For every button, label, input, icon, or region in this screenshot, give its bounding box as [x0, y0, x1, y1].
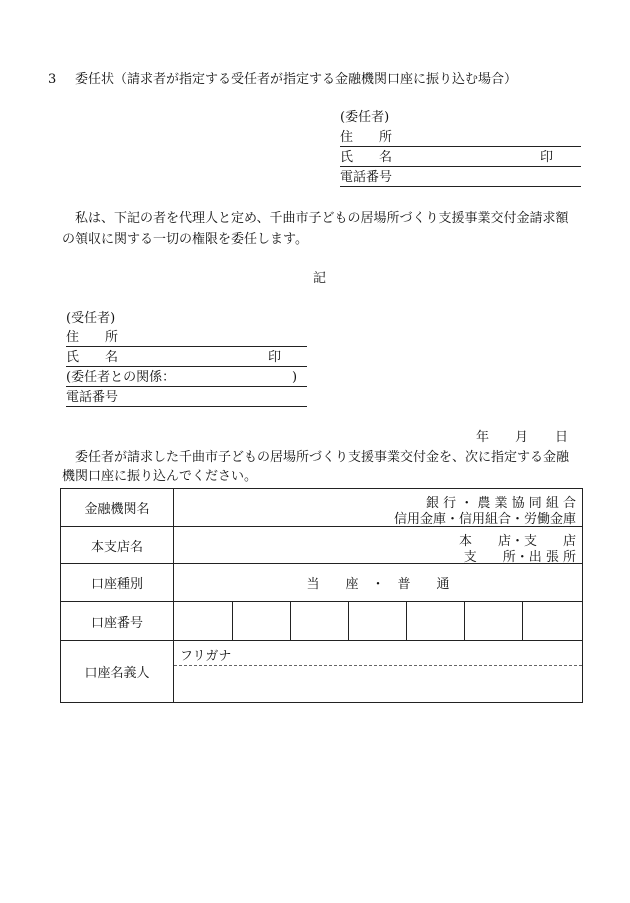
delegate-relation-line[interactable] — [66, 386, 307, 387]
holder-label: 口座名義人 — [61, 641, 174, 702]
account-digit-box[interactable] — [290, 602, 349, 640]
delegate-name-label: 氏 名 — [66, 350, 119, 365]
bank-account-table — [60, 488, 583, 703]
delegator-address-label: 住 所 — [340, 130, 393, 145]
delegate-address-line[interactable] — [66, 346, 307, 347]
delegate-seal: 印 — [268, 350, 282, 365]
account-type-label: 口座種別 — [61, 564, 174, 601]
delegate-relation-close: ) — [292, 370, 298, 385]
delegate-address-label: 住 所 — [66, 330, 119, 345]
delegator-address-line[interactable] — [340, 146, 581, 147]
branch-value[interactable] — [174, 527, 582, 563]
account-digit-box[interactable] — [174, 602, 232, 640]
request-line-2: 機関口座に振り込んでください。 — [62, 469, 258, 484]
row-account-number — [61, 602, 582, 641]
institution-types-line-2: 信用金庫・信用組合・労働金庫 — [393, 512, 576, 527]
delegate-name-line[interactable] — [66, 366, 307, 367]
account-number-label: 口座番号 — [61, 602, 174, 640]
institution-label: 金融機関名 — [61, 489, 174, 526]
account-digit-box[interactable] — [232, 602, 291, 640]
institution-value[interactable] — [174, 489, 582, 526]
account-type-options: 当 座 ・ 普 通 — [306, 577, 450, 592]
account-digit-box[interactable] — [406, 602, 465, 640]
holder-value — [174, 641, 582, 702]
request-line-1: 委任者が請求した千曲市子どもの居場所づくり支援事業交付金を、次に指定する金融 — [75, 450, 570, 465]
branch-label: 本支店名 — [61, 527, 174, 563]
branch-types-line-2: 支 所・出 張 所 — [463, 550, 576, 565]
delegator-seal: 印 — [540, 150, 554, 165]
statement-line-2: の領収に関する一切の権限を委任します。 — [62, 232, 308, 247]
furigana-label: フリガナ — [180, 649, 232, 664]
delegator-name-line[interactable] — [340, 166, 581, 167]
delegate-relation-label: (委任者との関係： — [66, 370, 176, 385]
account-digit-box[interactable] — [522, 602, 583, 640]
section-number: 3 — [48, 72, 57, 87]
institution-types-line-1: 銀 行 ・ 農 業 協 同 組 合 — [425, 496, 576, 511]
section-heading: 委任状（請求者が指定する受任者が指定する金融機関口座に振り込む場合） — [75, 72, 518, 87]
date-year: 年 — [476, 430, 490, 445]
delegator-name-label: 氏 名 — [340, 150, 393, 165]
delegator-phone-label: 電話番号 — [340, 170, 393, 185]
account-number-value — [174, 602, 582, 640]
delegator-title: (委任者) — [340, 110, 390, 125]
row-branch — [61, 527, 582, 564]
row-account-holder — [61, 641, 582, 702]
date-day: 日 — [555, 430, 569, 445]
row-institution — [61, 489, 582, 527]
delegate-phone-label: 電話番号 — [66, 390, 119, 405]
date-month: 月 — [515, 430, 529, 445]
delegate-phone-line[interactable] — [66, 406, 307, 407]
furigana-input[interactable] — [174, 641, 582, 665]
statement-line-1: 私は、下記の者を代理人と定め、千曲市子どもの居場所づくり支援事業交付金請求額 — [75, 211, 569, 226]
branch-types-line-1: 本 店・支 店 — [458, 534, 576, 549]
account-type-value[interactable] — [174, 564, 582, 601]
account-digit-box[interactable] — [348, 602, 407, 640]
row-account-type — [61, 564, 582, 602]
ki-heading: 記 — [313, 271, 327, 286]
account-digit-box[interactable] — [464, 602, 523, 640]
delegate-title: (受任者) — [66, 311, 116, 326]
holder-name-input[interactable] — [174, 666, 582, 702]
delegator-phone-line[interactable] — [340, 186, 581, 187]
